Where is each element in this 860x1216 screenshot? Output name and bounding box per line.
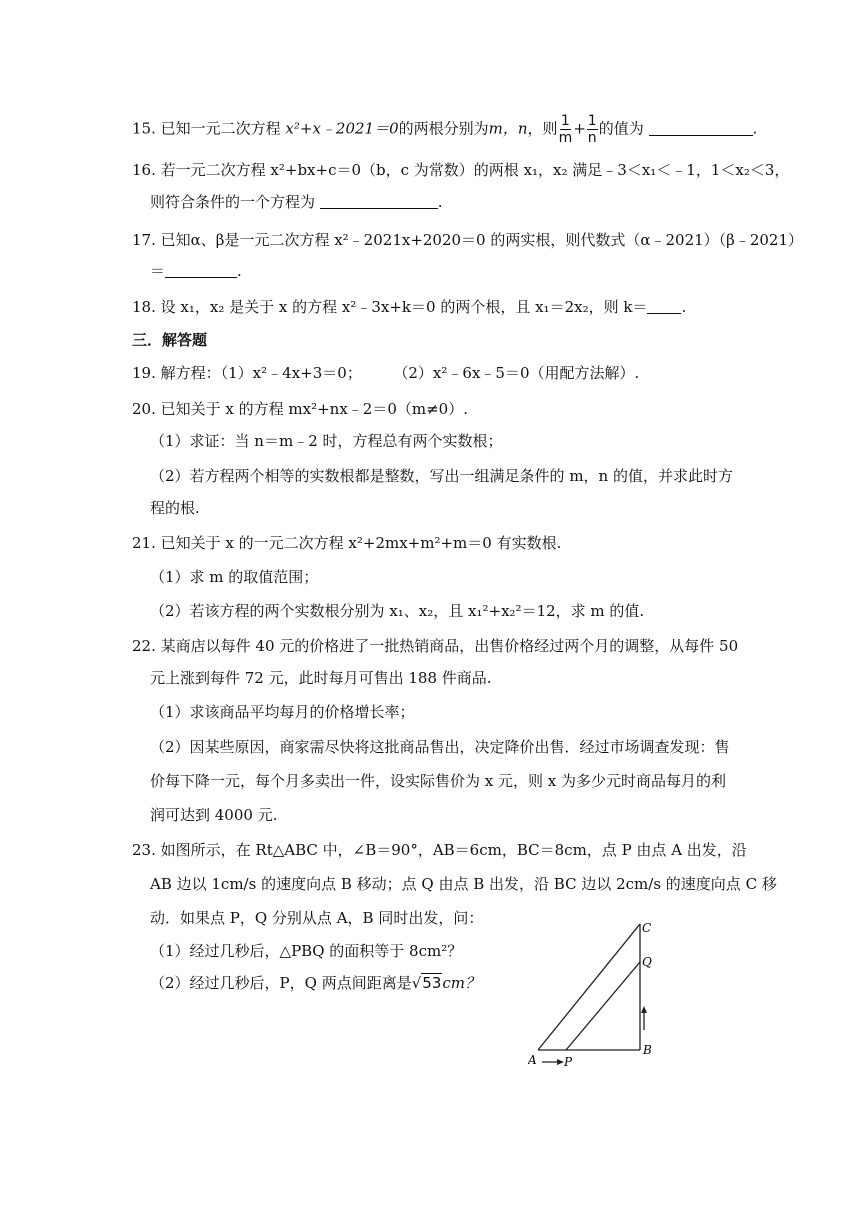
sqrt-radicand: 53 <box>422 974 442 992</box>
q23-number: 23. <box>132 841 156 859</box>
q21-part1: （1）求 m 的取值范围； <box>150 568 319 586</box>
q20-part2-line2: 程的根. <box>150 499 200 517</box>
q16-line2: 则符合条件的一个方程为 <box>150 193 316 211</box>
q23-part1: （1）经过几秒后，△PBQ 的面积等于 8cm²？ <box>150 942 463 960</box>
q20-part2-line1: （2）若方程两个相等的实数根都是整数，写出一组满足条件的 m，n 的值，并求此时方 <box>150 467 733 485</box>
q22-number: 22. <box>132 637 156 655</box>
q17-answer-blank <box>165 263 237 278</box>
label-p: P <box>564 1055 573 1068</box>
q23-part2-text-b: cm？ <box>442 974 480 992</box>
q22-line2: 元上涨到每件 72 元，此时每月可售出 188 件商品. <box>150 669 492 687</box>
q15-text-d: 的值为 <box>598 119 644 138</box>
q15-text-c: ，则 <box>527 119 558 138</box>
q21-number: 21. <box>132 534 156 552</box>
q19-number: 19. <box>132 364 156 382</box>
q17-line1: 已知α、β是一元二次方程 x²﹣2021x+2020＝0 的两实根，则代数式（α﹣2021）（β﹣2021） <box>160 231 804 249</box>
q20-stem: 已知关于 x 的方程 mx²+nx﹣2＝0（m≠0）. <box>160 400 468 418</box>
q20-part1: （1）求证：当 n＝m﹣2 时，方程总有两个实数根； <box>150 432 503 450</box>
q15-plus: + <box>573 119 586 138</box>
q15-number: 15. <box>132 119 156 138</box>
q22-part1: （1）求该商品平均每月的价格增长率； <box>150 703 415 721</box>
fraction-1-over-n: $\frac{1}{n}$ <box>587 113 597 146</box>
q17-end: . <box>237 262 242 280</box>
q18-end: . <box>681 298 687 316</box>
q20-number: 20. <box>132 400 156 418</box>
arrow-right-icon <box>557 1059 564 1065</box>
q22-line1: 某商店以每件 40 元的价格进了一批热销商品，出售价格经过两个月的调整，从每件 50 <box>160 637 739 655</box>
q16-end: . <box>437 193 443 211</box>
q18-answer-blank <box>647 299 681 314</box>
q21-stem: 已知关于 x 的一元二次方程 x²+2mx+m²+m＝0 有实数根. <box>160 534 562 552</box>
q19-part2: （2）x²﹣6x﹣5＝0（用配方法解）. <box>393 364 640 382</box>
section-heading: 三．解答题 <box>132 331 208 349</box>
q15-answer-blank <box>649 121 753 136</box>
question-17-line2 <box>150 260 242 282</box>
question-19 <box>132 362 639 384</box>
q22-part2-line3: 润可达到 4000 元. <box>150 806 278 824</box>
q16-number: 16. <box>132 161 156 179</box>
q15-vars: m，n <box>488 119 528 138</box>
q21-part2: （2）若该方程的两个实数根分别为 x₁、x₂，且 x₁²+x₂²＝12，求 m 的值. <box>150 602 645 620</box>
label-c: C <box>642 921 652 935</box>
question-15 <box>132 113 757 146</box>
q23-part2-text-a: （2）经过几秒后，P，Q 两点间距离是 <box>150 974 412 992</box>
q23-line1: 如图所示，在 Rt△ABC 中，∠B＝90°，AB＝6cm，BC＝8cm，点 P 由点 A 出发，沿 <box>160 841 747 859</box>
label-b: B <box>643 1043 652 1057</box>
question-17-line1 <box>132 229 803 251</box>
q18-number: 18. <box>132 298 156 316</box>
q15-text-a: 已知一元二次方程 <box>160 119 286 138</box>
q22-part2-line2: 价每下降一元，每个月多卖出一件，设实际售价为 x 元，则 x 为多少元时商品每月的利 <box>150 772 726 790</box>
q15-end: . <box>752 119 758 138</box>
q17-line2: ＝ <box>150 262 166 280</box>
question-21 <box>132 532 561 554</box>
q17-number: 17. <box>132 231 156 249</box>
question-22-line1 <box>132 635 738 657</box>
question-18 <box>132 296 686 318</box>
q16-line1: 若一元二次方程 x²+bx+c＝0（b，c 为常数）的两根 x₁，x₂ 满足﹣3＜x₁＜﹣1，1＜x₂＜3， <box>160 161 790 179</box>
label-a: A <box>528 1053 537 1067</box>
side-ac <box>538 924 640 1050</box>
segment-pq <box>566 962 640 1050</box>
q23-part2 <box>150 972 480 994</box>
q15-text-b: 的两根分别为 <box>398 119 489 138</box>
triangle-figure <box>528 918 668 1068</box>
q23-line2: AB 边以 1cm/s 的速度向点 B 移动；点 Q 由点 B 出发，沿 BC 边以 2cm/s 的速度向点 C 移 <box>150 875 777 893</box>
question-16-line1 <box>132 159 789 181</box>
q19-part1: 解方程：（1）x²﹣4x+3＝0； <box>160 364 362 382</box>
q23-line3: 动．如果点 P，Q 分别从点 A，B 同时出发，问： <box>150 909 484 927</box>
q22-part2-line1: （2）因某些原因，商家需尽快将这批商品售出，决定降价出售．经过市场调查发现：售 <box>150 738 730 756</box>
square-root: √53 <box>411 974 442 992</box>
label-q: Q <box>642 955 652 969</box>
question-16-line2 <box>150 191 443 213</box>
q18-text: 设 x₁，x₂ 是关于 x 的方程 x²﹣3x+k＝0 的两个根，且 x₁＝2x₂，则 k＝ <box>160 298 648 316</box>
q16-answer-blank <box>320 194 438 209</box>
arrow-up-icon <box>641 1006 647 1013</box>
question-20 <box>132 398 468 420</box>
q15-equation: x²+x﹣2021＝0 <box>285 119 399 138</box>
fraction-1-over-m: $\frac{1}{m}$ <box>558 113 573 146</box>
question-23-line1 <box>132 839 747 861</box>
